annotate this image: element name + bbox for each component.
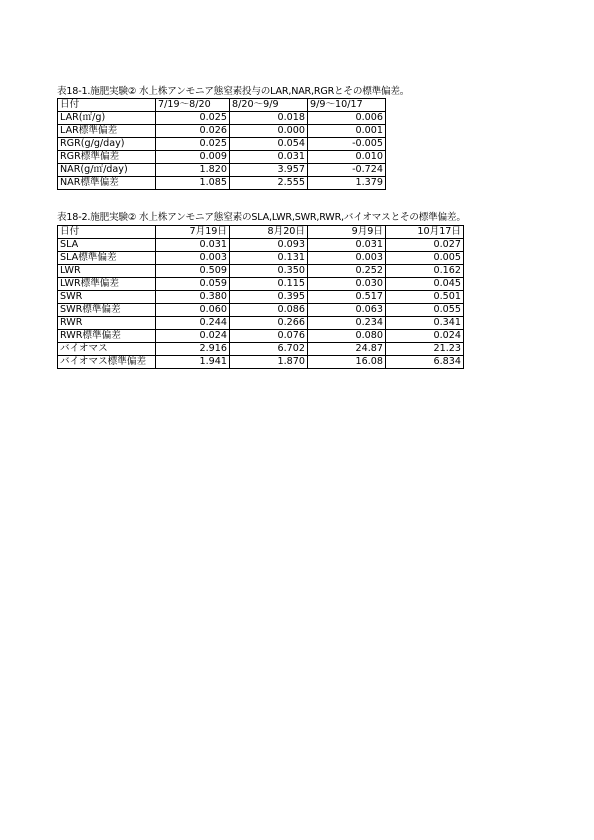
cell-value: 6.834: [386, 356, 464, 369]
cell-value: 0.055: [386, 304, 464, 317]
table2-header-cell: 10月17日: [386, 226, 464, 239]
row-label: LAR(㎡/g): [58, 112, 156, 125]
row-label: LWR標準偏差: [58, 278, 156, 291]
cell-value: 0.244: [156, 317, 230, 330]
table-row: [58, 343, 464, 356]
cell-value: 0.003: [308, 252, 386, 265]
row-label: RGR標準偏差: [58, 151, 156, 164]
cell-value: 0.252: [308, 265, 386, 278]
row-label: SWR標準偏差: [58, 304, 156, 317]
cell-value: -0.005: [308, 138, 386, 151]
cell-value: 1.085: [156, 177, 230, 190]
row-label: RGR(g/g/day): [58, 138, 156, 151]
cell-value: 0.501: [386, 291, 464, 304]
cell-value: 0.266: [230, 317, 308, 330]
cell-value: 0.045: [386, 278, 464, 291]
table1-header-row: [58, 99, 386, 112]
table-row: [58, 239, 464, 252]
row-label: SLA: [58, 239, 156, 252]
cell-value: 0.018: [230, 112, 308, 125]
cell-value: 3.957: [230, 164, 308, 177]
table-row: [58, 125, 386, 138]
cell-value: 0.026: [156, 125, 230, 138]
table-row: [58, 112, 386, 125]
row-label: バイオマス: [58, 343, 156, 356]
table2-title: 表18-2.施肥実験② 水上株アンモニア態窒素のSLA,LWR,SWR,RWR,バイオマスとその標準偏差。: [57, 212, 466, 223]
table1-header-cell: 日付: [58, 99, 156, 112]
cell-value: 0.054: [230, 138, 308, 151]
table-row: [58, 291, 464, 304]
cell-value: 24.87: [308, 343, 386, 356]
table2: [57, 225, 464, 369]
cell-value: 0.234: [308, 317, 386, 330]
row-label: SWR: [58, 291, 156, 304]
row-label: RWR標準偏差: [58, 330, 156, 343]
cell-value: 0.060: [156, 304, 230, 317]
cell-value: 0.003: [156, 252, 230, 265]
table-row: [58, 138, 386, 151]
row-label: SLA標準偏差: [58, 252, 156, 265]
table1: [57, 98, 386, 190]
table2-header-cell: 日付: [58, 226, 156, 239]
row-label: NAR(g/㎡/day): [58, 164, 156, 177]
cell-value: 1.820: [156, 164, 230, 177]
cell-value: 1.941: [156, 356, 230, 369]
cell-value: 0.341: [386, 317, 464, 330]
cell-value: 0.031: [308, 239, 386, 252]
cell-value: 0.025: [156, 138, 230, 151]
table-row: [58, 356, 464, 369]
table1-header-cell: 8/20〜9/9: [230, 99, 308, 112]
table-row: [58, 278, 464, 291]
table2-header-row: [58, 226, 464, 239]
cell-value: 0.080: [308, 330, 386, 343]
row-label: バイオマス標準偏差: [58, 356, 156, 369]
cell-value: 0.009: [156, 151, 230, 164]
cell-value: 0.025: [156, 112, 230, 125]
cell-value: 16.08: [308, 356, 386, 369]
cell-value: -0.724: [308, 164, 386, 177]
cell-value: 0.350: [230, 265, 308, 278]
cell-value: 0.509: [156, 265, 230, 278]
cell-value: 0.030: [308, 278, 386, 291]
cell-value: 0.059: [156, 278, 230, 291]
table-row: [58, 164, 386, 177]
row-label: RWR: [58, 317, 156, 330]
cell-value: 0.000: [230, 125, 308, 138]
row-label: NAR標準偏差: [58, 177, 156, 190]
cell-value: 0.086: [230, 304, 308, 317]
cell-value: 2.555: [230, 177, 308, 190]
cell-value: 0.001: [308, 125, 386, 138]
cell-value: 0.031: [230, 151, 308, 164]
table-row: [58, 317, 464, 330]
cell-value: 0.010: [308, 151, 386, 164]
cell-value: 2.916: [156, 343, 230, 356]
table1-title: 表18-1.施肥実験② 水上株アンモニア態窒素投与のLAR,NAR,RGRとその標準偏差。: [57, 86, 410, 97]
cell-value: 0.031: [156, 239, 230, 252]
cell-value: 0.395: [230, 291, 308, 304]
table2-header-cell: 9月9日: [308, 226, 386, 239]
table-row: [58, 265, 464, 278]
row-label: LWR: [58, 265, 156, 278]
cell-value: 0.027: [386, 239, 464, 252]
cell-value: 1.379: [308, 177, 386, 190]
cell-value: 0.380: [156, 291, 230, 304]
cell-value: 0.517: [308, 291, 386, 304]
table1-header-cell: 7/19〜8/20: [156, 99, 230, 112]
cell-value: 0.162: [386, 265, 464, 278]
cell-value: 0.006: [308, 112, 386, 125]
row-label: LAR標準偏差: [58, 125, 156, 138]
cell-value: 0.093: [230, 239, 308, 252]
table-row: [58, 151, 386, 164]
table-row: [58, 177, 386, 190]
cell-value: 0.024: [386, 330, 464, 343]
table-row: [58, 252, 464, 265]
cell-value: 0.076: [230, 330, 308, 343]
cell-value: 0.063: [308, 304, 386, 317]
cell-value: 21.23: [386, 343, 464, 356]
cell-value: 6.702: [230, 343, 308, 356]
table1-header-cell: 9/9〜10/17: [308, 99, 386, 112]
table2-header-cell: 8月20日: [230, 226, 308, 239]
table-row: [58, 330, 464, 343]
table-row: [58, 304, 464, 317]
table2-header-cell: 7月19日: [156, 226, 230, 239]
cell-value: 0.131: [230, 252, 308, 265]
cell-value: 0.005: [386, 252, 464, 265]
cell-value: 0.024: [156, 330, 230, 343]
cell-value: 1.870: [230, 356, 308, 369]
cell-value: 0.115: [230, 278, 308, 291]
